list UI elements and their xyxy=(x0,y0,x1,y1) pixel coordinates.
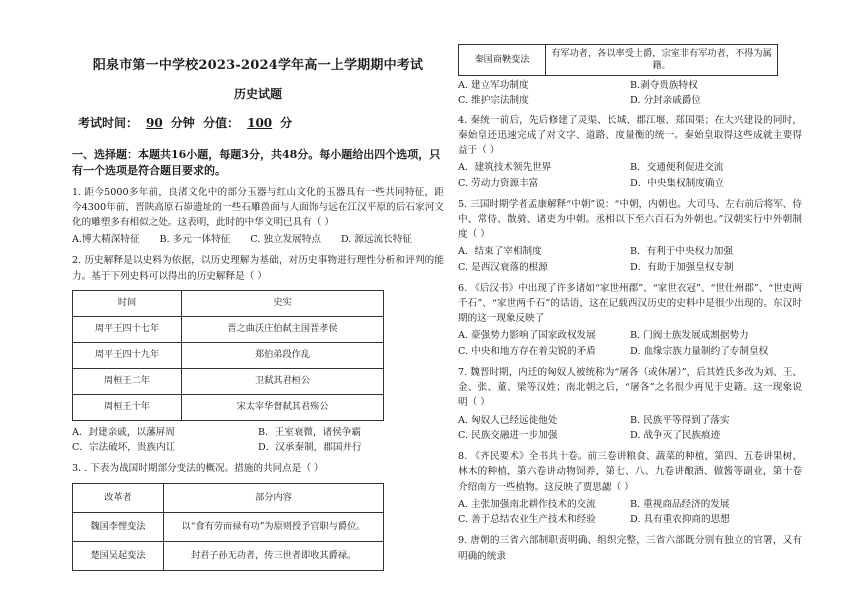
question-5-options xyxy=(458,244,802,275)
table-row xyxy=(73,316,384,342)
table-cell: 卫弑其君桓公 xyxy=(182,368,384,394)
question-4-stem: 4. 秦统一前后，先后修建了灵渠、长城、郡江堰、郑国渠；在大兴建设的同时，秦始皇还迅速完成了对文字、道路、度量衡的统一。秦始皇取得这些成就主要得益于（ ） xyxy=(458,114,802,156)
question-3-table-continued xyxy=(458,44,778,76)
question-7-option-b: B. 民族平等得到了落实 xyxy=(630,414,730,426)
table-row xyxy=(73,394,384,420)
table-header-cell: 部分内容 xyxy=(164,483,384,512)
question-8-option-b: B. 重视商品经济的发展 xyxy=(630,498,730,510)
question-3-option-c: C. 维护宗法制度 xyxy=(458,95,529,107)
question-3-table xyxy=(72,483,384,571)
question-6-options xyxy=(458,328,802,359)
table-header-cell: 改革者 xyxy=(73,483,164,512)
table-cell: 周桓王十年 xyxy=(73,394,182,420)
score-label: 分值： xyxy=(203,115,240,130)
question-1-option-b: B. 多元一体特征 xyxy=(159,234,231,246)
table-cell: 周平王四十七年 xyxy=(73,316,182,342)
table-cell: 有军功者，各以率受上爵，宗室非有军功者，不得为属籍。 xyxy=(546,45,778,76)
table-cell: 以“食有劳而禄有功”为原则授予官职与爵位。 xyxy=(164,512,384,541)
time-value: 90 xyxy=(146,115,163,130)
question-6-option-b: B. 门阀士族发展成割据势力 xyxy=(630,330,749,342)
table-cell: 周桓王二年 xyxy=(73,368,182,394)
table-cell: 封君子孙无功者，传三世者即收其爵禄。 xyxy=(164,541,384,570)
question-1-option-a: A.博大精深特征 xyxy=(72,234,140,246)
exam-meta xyxy=(78,116,444,131)
question-2-stem: 2. 历史解释是以史料为依据，以历史理解为基础，对历史事物进行理性分析和评判的能力。基于下列史料可以得出的历史解释是（ ） xyxy=(72,255,444,282)
question-4-options xyxy=(458,160,802,191)
question-1-options xyxy=(72,232,444,247)
question-4-option-d: D．中央集权制度确立 xyxy=(630,177,725,189)
question-7-stem: 7. 魏晋时期，内迁的匈奴人被统称为“屠各（或休屠）”，后其姓氏多改为刘、王、金、张、董、梁等汉姓；南北朝之后，“屠各”之名很少再见于史籍。这一现象说明（ ） xyxy=(458,367,802,409)
table-row xyxy=(73,541,384,570)
question-3-option-d: D. 分封亲戚爵位 xyxy=(630,95,702,107)
question-6-option-a: A. 豪强势力影响了国家政权发展 xyxy=(458,330,596,342)
question-3-option-a: A. 建立军功制度 xyxy=(458,80,529,91)
score-value: 100 xyxy=(247,115,273,130)
question-5-option-d: D．有助于加强皇权专制 xyxy=(630,261,734,273)
question-3-stem: 3. . 下表为战国时期部分变法的概况。措施的共同点是（ ） xyxy=(72,463,324,475)
exam-subject: 历史试题 xyxy=(233,86,282,101)
right-column xyxy=(458,0,802,564)
question-2-options xyxy=(72,425,444,456)
table-cell: 秦国商鞅变法 xyxy=(459,45,546,76)
question-5-stem: 5. 三国时期学者孟康解释“中朝”说：“中朝，内朝也。大司马、左右前后将军、侍中、常侍、散骑、诸吏为中朝。丞相以下至六百石为外朝也。”汉朝实行中外朝制度（ ） xyxy=(458,198,802,241)
question-8-option-c: C. 善于总结农业生产技术和经验 xyxy=(458,514,596,526)
table-cell: 周平王四十九年 xyxy=(73,342,182,368)
left-column xyxy=(72,0,444,571)
question-7-options xyxy=(458,413,802,444)
time-label: 考试时间： xyxy=(78,115,139,130)
question-8-stem: 8. 《齐民要术》全书共十卷。前三卷讲粮食、蔬菜的种植，第四、五卷讲果树、林木的种植，第六卷讲动物饲养，第七、八、九卷讲酿酒、做酱等副业，第十卷介绍南方一些植物。这反映了贾思勰（ ） xyxy=(458,451,802,493)
question-4-option-b: B．交通便利促进交流 xyxy=(630,162,724,174)
table-cell: 宋太宰华督弑其君殇公 xyxy=(182,394,384,420)
question-6-option-c: C. 中央和地方存在着尖锐的矛盾 xyxy=(458,345,596,357)
question-2-option-d: D．汉承秦制，郡国并行 xyxy=(258,442,362,454)
table-header-row xyxy=(73,483,384,512)
question-2-option-b: B．王室衰微，诸侯争霸 xyxy=(258,426,361,438)
question-7-option-a: A. 匈奴人已经远徙他处 xyxy=(458,414,558,426)
table-cell: 魏国李悝变法 xyxy=(73,512,164,541)
table-row xyxy=(73,342,384,368)
table-header-cell: 时间 xyxy=(73,290,182,316)
question-7-option-d: D. 战争灭了民族痕迹 xyxy=(630,429,721,441)
question-6-stem: 6. 《后汉书》中出现了许多诸如“家世州郡”、“家世衣冠”、“世仕州郡”、“世吏两千石”、“家世两千石”的话语，这在记载西汉历史的史料中是很少出现的。东汉时期的这一现象反映了 xyxy=(458,283,802,325)
question-2-table xyxy=(72,290,384,421)
table-header-cell: 史实 xyxy=(182,290,384,316)
exam-title: 阳泉市第一中学校2023-2024学年高一上学期期中考试 xyxy=(92,58,424,73)
question-4-option-a: A．建筑技术领先世界 xyxy=(458,162,552,174)
question-7-option-c: C. 民族交融进一步加强 xyxy=(458,429,558,441)
question-6-option-d: D. 血缘宗族力量制约了专制皇权 xyxy=(630,345,769,357)
question-8-option-d: D. 具有重农抑商的思想 xyxy=(630,514,730,526)
time-unit: 分钟 xyxy=(170,115,195,130)
score-unit: 分 xyxy=(280,115,293,130)
question-1-stem: 1. 距今5000多年前，良渚文化中的部分玉器与红山文化的玉器具有一些共同特征，距今4300年前，晋陕高原石峁遗址的一些石雕兽面与人面饰与远在江汉平原的后石家河文化的雕塑多有相似之处。这表明，此时的中华文明已具有（ ） xyxy=(72,186,444,228)
table-row xyxy=(73,512,384,541)
table-cell: 楚国吴起变法 xyxy=(73,541,164,570)
table-cell: 晋之曲沃庄伯弑主国晋孝侯 xyxy=(182,316,384,342)
question-1-option-c: C. 独立发展特点 xyxy=(250,234,321,246)
question-2-option-c: C．宗法破坏，贵族内讧 xyxy=(72,442,176,454)
question-9-stem: 9. 唐朝的三省六部制职责明确、组织完整，三省六部既分别有独立的官署，又有明确的统隶 xyxy=(458,535,802,562)
question-4-option-c: C. 劳动力资源丰富 xyxy=(458,177,539,189)
question-8-option-a: A. 主张加强南北耕作技术的交流 xyxy=(458,498,596,510)
question-1-option-d: D. 源远流长特征 xyxy=(340,234,412,246)
table-header-row xyxy=(73,290,384,316)
table-row xyxy=(73,368,384,394)
question-5-option-a: A．结束了宰相制度 xyxy=(458,246,542,258)
table-row xyxy=(459,45,778,76)
question-3-options xyxy=(458,78,802,109)
table-cell: 郑伯弟段作乱 xyxy=(182,342,384,368)
question-5-option-c: C. 是西汉衰落的根源 xyxy=(458,261,548,273)
question-3-option-b: B.剥夺贵族特权 xyxy=(630,80,698,91)
question-8-options xyxy=(458,497,802,528)
section-heading: 一、选择题：本题共16小题，每题3分，共48分。每小题给出四个选项，只有一个选项是符合题目要求的。 xyxy=(72,148,441,177)
question-5-option-b: B．有利于中央权力加强 xyxy=(630,246,733,258)
question-2-option-a: A．封建亲戚，以藩屏周 xyxy=(72,426,175,438)
